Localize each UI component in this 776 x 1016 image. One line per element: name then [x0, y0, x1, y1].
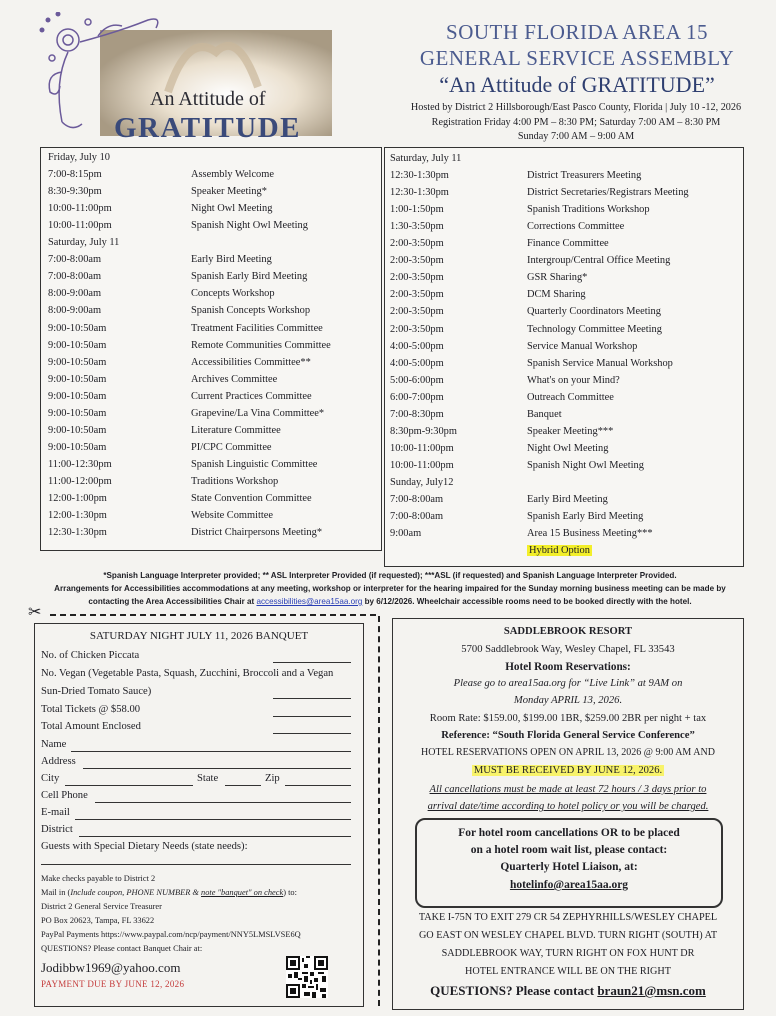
address-label: Address [41, 756, 76, 767]
schedule-time: 9:00-10:50am [48, 424, 107, 436]
schedule-day-heading: Sunday, July12 [390, 476, 454, 488]
note-contact-post: by 6/12/2026. Wheelchair accessible rooms need to be booked directly with the hotel. [362, 597, 692, 606]
hotel-questions-pre: QUESTIONS? Please contact [430, 983, 598, 998]
header-hosted: Hosted by District 2 Hillsborough/East Pasco County, Florida | July 10 -12, 2026 [410, 102, 742, 113]
mail-underline: note "banquet" on check [201, 888, 284, 897]
chicken-field[interactable] [273, 662, 351, 663]
treasurer-line: District 2 General Service Treasurer [41, 902, 162, 911]
schedule-time: 12:30-1:30pm [48, 527, 107, 539]
hotel-reservations-heading: Hotel Room Reservations: [505, 661, 631, 673]
logo [38, 12, 338, 144]
schedule-time: 7:00-8:00am [390, 494, 444, 505]
hotel-cancel-1: All cancellations must be made at least 72 hours / 3 days prior to [429, 784, 707, 795]
schedule-event: Corrections Committee [527, 221, 625, 233]
logo-line1: An Attitude of [150, 88, 266, 110]
schedule-event: Spanish Early Bird Meeting [191, 271, 308, 283]
questions-line: QUESTIONS? Please contact Banquet Chair at: [41, 944, 203, 953]
hotel-address: 5700 Saddlebrook Way, Wesley Chapel, FL 33543 [461, 644, 675, 655]
schedule-event: Treatment Facilities Committee [191, 322, 323, 334]
mail-pre: Mail in ( [41, 888, 71, 897]
hotel-received: MUST BE RECEIVED BY JUNE 12, 2026. [473, 765, 663, 776]
schedule-event: Banquet [527, 408, 562, 420]
schedule-day-heading: Friday, July 10 [48, 152, 110, 163]
schedule-time: 8:00-9:00am [48, 288, 102, 300]
tickets-field[interactable] [273, 716, 351, 717]
schedule-time: 10:00-11:00pm [390, 459, 454, 471]
hotel-cancel-2: arrival date/time according to hotel policy or you will be charged. [427, 801, 709, 812]
schedule-time: 8:30-9:30pm [48, 186, 102, 198]
schedule-time: 5:00-6:00pm [390, 374, 444, 386]
enclosed-label: Total Amount Enclosed [41, 721, 141, 732]
hotel-questions [393, 983, 743, 999]
banquet-title: SATURDAY NIGHT JULY 11, 2026 BANQUET [89, 630, 309, 642]
checks-line [41, 874, 155, 883]
hotel-open: HOTEL RESERVATIONS OPEN ON APRIL 13, 2026 @ 9:00 AM AND [421, 747, 715, 758]
mail-italic: Include coupon, PHONE NUMBER & [70, 888, 202, 897]
header-registration: Registration Friday 4:00 PM – 8:30 PM; Saturday 7:00 AM – 8:30 PM [431, 117, 721, 128]
schedule-event: Night Owl Meeting [527, 442, 609, 454]
schedule-event: Spanish Early Bird Meeting [527, 511, 644, 523]
note-contact [40, 597, 740, 606]
schedule-time: 2:00-3:50pm [390, 272, 444, 284]
hotel-questions-email[interactable]: braun21@msn.com [597, 983, 706, 998]
schedule-time: 9:00-10:50am [48, 373, 107, 385]
header-title-2: GENERAL SERVICE ASSEMBLY [419, 46, 735, 70]
schedule-time: 4:00-5:00pm [390, 357, 444, 369]
note-contact-pre: contacting the Area Accessibilities Chair at [88, 597, 257, 606]
schedule-time: 9:00-10:50am [48, 390, 107, 402]
liaison-line-2: on a hotel room wait list, please contact: [470, 844, 668, 856]
schedule-event: Assembly Welcome [191, 169, 274, 181]
schedule-event: GSR Sharing* [527, 272, 588, 284]
schedule-time: 12:00-1:00pm [48, 493, 107, 504]
schedule-time: 2:00-3:50pm [390, 255, 444, 267]
schedule-time: 1:00-1:50pm [390, 204, 444, 216]
vegan-label-2: Sun-Dried Tomato Sauce) [41, 686, 152, 697]
schedule-time: 2:00-3:50pm [390, 323, 444, 335]
schedule-event: District Secretaries/Registrars Meeting [527, 187, 689, 199]
schedule-time: 7:00-8:00am [48, 254, 102, 266]
schedule-time: 2:00-3:50pm [390, 238, 444, 250]
address-field[interactable] [83, 768, 351, 769]
schedule-event: Spanish Traditions Workshop [527, 204, 650, 216]
email-label: E-mail [41, 807, 70, 818]
schedule-event: Spanish Concepts Workshop [191, 305, 311, 317]
directions-2: GO EAST ON WESLEY CHAPEL BLVD. TURN RIGHT (SOUTH) AT [418, 930, 718, 941]
schedule-event: What's on your Mind? [527, 374, 620, 386]
directions-1: TAKE I-75N TO EXIT 279 CR 54 ZEPHYRHILLS/WESLEY CHAPEL [418, 912, 718, 923]
schedule-time: 7:00-8:30pm [390, 408, 444, 420]
schedule-event: Spanish Night Owl Meeting [191, 220, 308, 232]
cut-line [50, 614, 376, 616]
checks-to: District 2 [123, 874, 156, 883]
schedule-time: 7:00-8:00am [390, 511, 444, 523]
schedule-event: District Chairpersons Meeting* [191, 527, 323, 539]
schedule-time: 11:00-12:00pm [48, 475, 112, 487]
schedule-event: Website Committee [191, 510, 273, 522]
directions-3: SADDLEBROOK WAY, TURN RIGHT ON FOX HUNT DR [441, 948, 695, 959]
schedule-time: 8:00-9:00am [48, 305, 102, 317]
schedule-event [527, 545, 592, 556]
schedule-event: Accessibilities Committee** [191, 356, 311, 368]
vegan-label [41, 668, 333, 679]
schedule-event: Service Manual Workshop [527, 340, 638, 352]
liaison-line-3: Quarterly Hotel Liaison, at: [500, 861, 638, 873]
district-label: District [41, 824, 73, 835]
schedule-event: Intergroup/Central Office Meeting [527, 255, 671, 267]
header-theme: “An Attitude of GRATITUDE” [439, 72, 715, 97]
schedule-event: Literature Committee [191, 424, 281, 436]
mail-line [41, 888, 297, 897]
pobox-line: PO Box 20623, Tampa, FL 33622 [41, 916, 155, 925]
qr-code-icon[interactable] [286, 956, 328, 998]
schedule-event: Speaker Meeting* [191, 186, 267, 198]
dietary-field[interactable] [41, 864, 351, 865]
hotel-live-link-2: Monday APRIL 13, 2026. [513, 695, 623, 706]
hotel-info [392, 618, 744, 1010]
schedule-event: Speaker Meeting*** [527, 425, 614, 437]
schedule-time: 9:00-10:50am [48, 407, 107, 419]
schedule-event: Early Bird Meeting [191, 254, 272, 266]
scissors-icon: ✂ [28, 604, 42, 621]
schedule-time: 12:30-1:30pm [390, 170, 449, 182]
schedule-left [40, 147, 382, 551]
vegan-label-1: No. Vegan (Vegetable Pasta, Squash, Zucchini, Broccoli and a Vegan [41, 668, 334, 679]
schedule-event: Early Bird Meeting [527, 494, 608, 505]
schedule-time: 9:00-10:50am [48, 441, 107, 453]
cell-label: Cell Phone [41, 790, 88, 801]
schedule-event: Night Owl Meeting [191, 203, 273, 215]
schedule-day-heading: Saturday, July 11 [390, 153, 462, 164]
schedule-event: Archives Committee [191, 373, 278, 385]
hybrid-option-badge: Hybrid Option [529, 545, 590, 557]
checks-pre: Make checks payable to [41, 874, 124, 883]
dietary-label: Guests with Special Dietary Needs (state needs): [41, 841, 248, 852]
note-interpreters: *Spanish Language Interpreter provided; ** ASL Interpreter Provided (if requested); ***ASL (if requested) and Spanish Language Interpreter Provided. [103, 571, 677, 580]
schedule-event: Concepts Workshop [191, 288, 275, 300]
zip-field[interactable] [285, 785, 351, 786]
schedule-event: Spanish Linguistic Committee [191, 458, 318, 470]
banquet-chair-email[interactable]: Jodibbw1969@yahoo.com [41, 960, 181, 975]
schedule-event: Finance Committee [527, 238, 609, 250]
liaison-line-1: For hotel room cancellations OR to be placed [458, 827, 680, 839]
note-accessibility: Arrangements for Accessibilities accommodations at any meeting, workshop or interpreter for the hearing impaired for the Sunday morning business meeting can be made by [54, 584, 726, 593]
schedule-event: Spanish Night Owl Meeting [527, 459, 644, 471]
enclosed-field[interactable] [273, 733, 351, 734]
schedule-event: Outreach Committee [527, 391, 614, 403]
hotel-name: SADDLEBROOK RESORT [503, 626, 633, 637]
schedule-time: 8:30pm-9:30pm [390, 425, 457, 437]
schedule-time: 10:00-11:00pm [48, 203, 112, 215]
district-field[interactable] [79, 836, 351, 837]
schedule-event: Grapevine/La Vina Committee* [191, 407, 325, 419]
schedule-event: PI/CPC Committee [191, 441, 272, 453]
schedule-event: Technology Committee Meeting [527, 323, 662, 335]
tickets-label: Total Tickets @ $58.00 [41, 704, 141, 715]
schedule-time: 9:00am [390, 528, 422, 540]
name-field[interactable] [71, 751, 351, 752]
schedule-time: 2:00-3:50pm [390, 306, 444, 318]
schedule-time: 4:00-5:00pm [390, 340, 444, 352]
schedule-event: Spanish Service Manual Workshop [527, 357, 673, 369]
email-field[interactable] [75, 819, 351, 820]
state-field[interactable] [225, 785, 261, 786]
zip-label: Zip [265, 773, 280, 784]
hotel-live-link-1: Please go to area15aa.org for “Live Link” at 9AM on [453, 678, 683, 689]
hotel-deadline [393, 765, 743, 776]
schedule-right [384, 147, 744, 567]
schedule-event: Remote Communities Committee [191, 339, 331, 351]
schedule-time: 7:00-8:00am [48, 271, 102, 283]
schedule-event: District Treasurers Meeting [527, 170, 642, 182]
hotel-reference: Reference: “South Florida General Service Conference” [441, 730, 695, 741]
schedule-event: Traditions Workshop [191, 475, 279, 487]
schedule-event: Quarterly Coordinators Meeting [527, 306, 661, 318]
schedule-event: Current Practices Committee [191, 390, 312, 402]
mail-post: ) to: [283, 888, 297, 897]
schedule-time: 12:30-1:30pm [390, 187, 449, 199]
vegan-field[interactable] [273, 698, 351, 699]
schedule-time: 9:00-10:50am [48, 356, 107, 368]
schedule-time: 9:00-10:50am [48, 322, 107, 334]
schedule-time: 10:00-11:00pm [390, 442, 454, 454]
paypal-line[interactable]: PayPal Payments https://www.paypal.com/ncp/payment/NNY5LMSLVSE6Q [41, 930, 301, 939]
schedule-event: Area 15 Business Meeting*** [527, 528, 653, 540]
city-label: City [41, 773, 60, 784]
schedule-time: 12:00-1:30pm [48, 510, 107, 522]
schedule-time: 11:00-12:30pm [48, 458, 112, 470]
schedule-time: 7:00-8:15pm [48, 169, 102, 181]
logo-line2: GRATITUDE [114, 112, 301, 144]
schedule-event: State Convention Committee [191, 493, 312, 504]
banquet-form [34, 623, 364, 1007]
header-title-1: SOUTH FLORIDA AREA 15 [446, 20, 708, 44]
schedule-time: 9:00-10:50am [48, 339, 107, 351]
hotel-rate: Room Rate: $159.00, $199.00 1BR, $259.00 2BR per night + tax [429, 713, 707, 724]
name-label: Name [41, 739, 67, 750]
city-field[interactable] [65, 785, 193, 786]
state-label: State [197, 773, 219, 784]
accessibilities-email-link[interactable]: accessibilities@area15aa.org [256, 597, 363, 606]
schedule-time: 1:30-3:50pm [390, 221, 444, 233]
hotel-liaison-box [415, 818, 723, 908]
cut-line-vertical [378, 616, 380, 1006]
schedule-day-heading: Saturday, July 11 [48, 237, 120, 249]
cell-field[interactable] [95, 802, 351, 803]
header-sunday: Sunday 7:00 AM – 9:00 AM [517, 131, 635, 142]
schedule-event: DCM Sharing [527, 289, 586, 301]
directions-4: HOTEL ENTRANCE WILL BE ON THE RIGHT [465, 966, 671, 977]
schedule-time: 6:00-7:00pm [390, 391, 444, 403]
liaison-email-link[interactable]: hotelinfo@area15aa.org [509, 879, 629, 891]
schedule-time: 2:00-3:50pm [390, 289, 444, 301]
payment-due: PAYMENT DUE BY JUNE 12, 2026 [41, 979, 185, 989]
schedule-time: 10:00-11:00pm [48, 220, 112, 232]
chicken-label: No. of Chicken Piccata [41, 650, 140, 661]
